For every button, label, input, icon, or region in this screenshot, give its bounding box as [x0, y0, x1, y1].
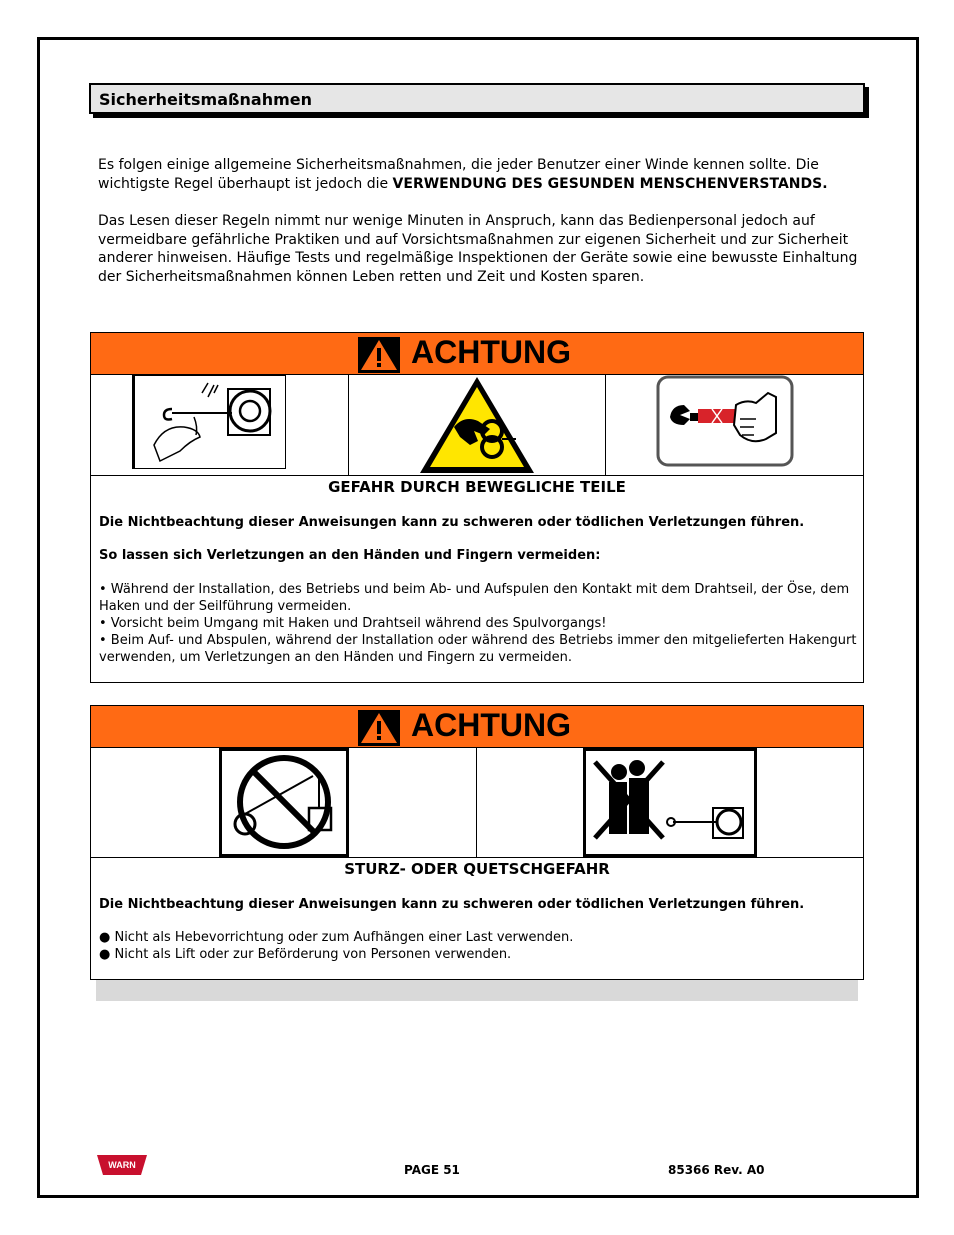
bullet-list — [99, 929, 857, 963]
list-item: ● Nicht als Lift oder zur Beförderung von Personen verwenden. — [99, 947, 512, 962]
warning-header — [91, 333, 863, 375]
hand-strap-icon — [656, 375, 794, 467]
pictogram-row — [91, 375, 863, 476]
avoidance-heading: So lassen sich Verletzungen an den Händen und Fingern vermeiden: — [99, 548, 601, 563]
intro-paragraph-1: Es folgen einige allgemeine Sicherheitsmaßnahmen, die jeder Benutzer einer Winde kennen sollte. Die wichtigste Regel überhaupt ist jedoch die VERWENDUNG DES GESUNDEN MENSCHENVERSTANDS. — [98, 157, 828, 192]
no-persons-icon — [583, 748, 757, 857]
list-item: • Beim Auf- und Abspulen, während der Installation oder während des Betriebs immer den mitgelieferten Hakengurt verwenden, um Verletzungen an den Händen und Fingern zu vermeiden. — [99, 633, 857, 665]
consequence-text: Die Nichtbeachtung dieser Anweisungen kann zu schweren oder tödlichen Verletzungen führen. — [99, 515, 805, 530]
section-title: Sicherheitsmaßnahmen — [99, 90, 312, 109]
warn-logo — [97, 1153, 147, 1177]
document-revision: 85366 Rev. A0 — [668, 1163, 765, 1177]
intro-paragraph-2: Das Lesen dieser Regeln nimmt nur wenige Minuten in Anspruch, kann das Bedienpersonal jedoch auf vermeidbare gefährliche Praktiken und auf Vorsichtsmaßnahmen zur eigenen Sicherheit und zur Sicherheit anderer hinweisen. Häufige Tests und regelmäßige Inspektionen der Geräte sowie eine bewusste Einhaltung der Sicherheitsmaßnahmen können Leben retten und Zeit und Kosten sparen. — [98, 213, 858, 285]
pictogram-row — [91, 748, 863, 858]
signal-word: ACHTUNG — [411, 707, 571, 743]
hazard-title: GEFAHR DURCH BEWEGLICHE TEILE — [328, 478, 626, 496]
list-item: ● Nicht als Hebevorrichtung oder zum Aufhängen einer Last verwenden. — [99, 930, 574, 945]
svg-text:WARN: WARN — [108, 1160, 136, 1170]
list-item: • Während der Installation, des Betriebs und beim Ab- und Aufspulen den Kontakt mit dem Drahtseil, der Öse, dem Haken und der Seilführung vermeiden. — [99, 582, 850, 614]
warning-header — [91, 706, 863, 748]
divider-band — [96, 980, 858, 1001]
warning-triangle-icon — [358, 710, 400, 746]
warning-box-moving-parts — [90, 332, 864, 683]
hazard-title: STURZ- ODER QUETSCHGEFAHR — [344, 860, 610, 878]
page-number: PAGE 51 — [404, 1163, 460, 1177]
entanglement-hazard-icon — [418, 375, 536, 475]
consequence-text: Die Nichtbeachtung dieser Anweisungen kann zu schweren oder tödlichen Verletzungen führen. — [99, 897, 805, 912]
no-lifting-icon — [219, 748, 349, 857]
section-header — [89, 83, 865, 114]
intro-emphasis: VERWENDUNG DES GESUNDEN MENSCHENVERSTANDS. — [392, 175, 828, 192]
winch-hand-hazard-icon — [132, 375, 286, 469]
signal-word: ACHTUNG — [411, 334, 571, 370]
warning-triangle-icon — [358, 337, 400, 373]
bullet-list — [99, 581, 857, 666]
list-item: • Vorsicht beim Umgang mit Haken und Drahtseil während des Spulvorgangs! — [99, 616, 607, 631]
warning-box-fall-crush — [90, 705, 864, 980]
